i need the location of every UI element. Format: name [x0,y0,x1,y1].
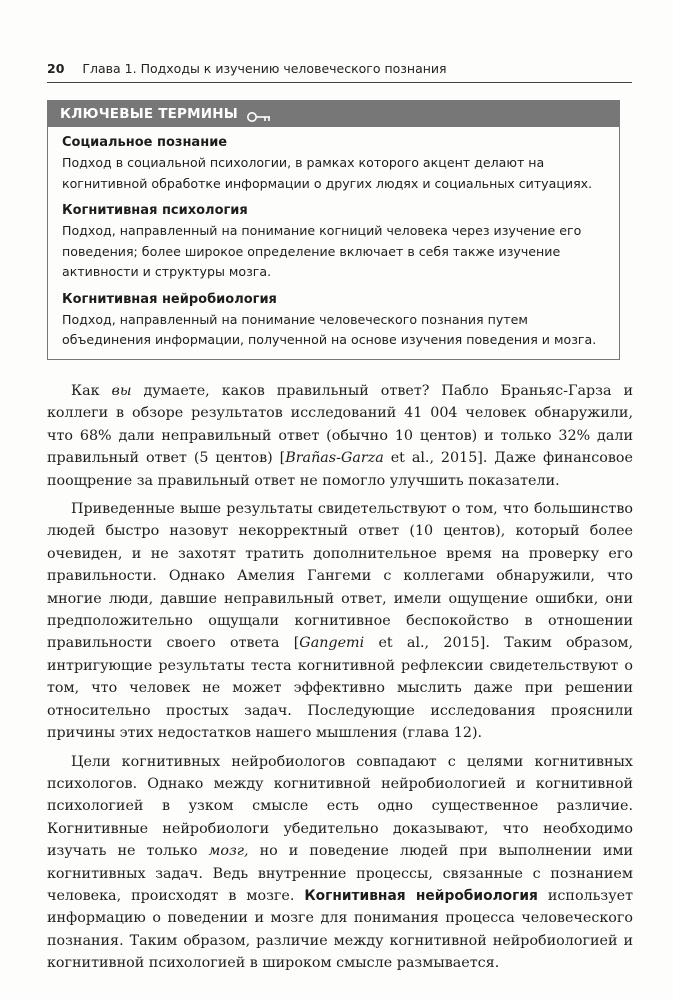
page-number: 20 [47,61,65,76]
key-icon [246,107,272,121]
key-terms-title: КЛЮЧЕВЫЕ ТЕРМИНЫ [60,106,238,122]
running-header [47,60,632,83]
text-run: думаете, каков правильный ответ? Пабло Браньяс-Гарза и коллеги в обзоре результатов исследований 41 004 человек обнаружили, что 68% дали неправильный ответ (обычно 10 центов) и только 32% дали правильный ответ (5 центов) [ [47,383,633,467]
term-name: Социальное познание [62,135,228,150]
emphasis: мозг, [208,843,249,860]
bold-term: Когнитивная нейробиология [304,887,538,904]
key-terms-list [48,127,619,351]
emphasis: вы [111,383,132,399]
text-run: но и поведение людей при выполнении ими когнитивных задач. Ведь внутренние процессы, связанные с познанием человека, происходят в мозге. [47,843,633,904]
term-definition: Подход, направленный на понимание когниций человека через изучение его поведения; более широкое определение включает в себя также изучение активности и структуры мозга. [62,223,582,279]
paragraph [47,751,633,975]
text-run: Как [71,383,112,399]
term-name: Когнитивная психология [62,203,248,218]
key-terms-header [48,101,619,127]
key-terms-box [47,100,620,360]
citation-author: Brañas-Garza [285,450,384,467]
text-run: использует информацию о поведении и мозге для понимания процесса человеческого познания. Таким образом, различие между когнитивной нейробиологией и когнитивной психологией в широком смысле размывается. [47,887,634,972]
text-run: Приведенные выше результаты свидетельствуют о том, что большинство людей быстро назовут некорректный ответ (10 центов), который более очевиден, и не захотят тратить дополнительное время на проверку его правильности. Однако Амелия Гангеми с коллегами обнаружили, что многие люди, давшие неправильный ответ, имели ощущение ошибки, они предположительно ощущали когнитивное беспокойство в отношении правильности своего ответа [ [47,501,633,652]
term-definition: Подход в социальной психологии, в рамках которого акцент делают на когнитивной обработке информации о других людях и социальных ситуациях. [62,155,593,191]
term-name: Когнитивная нейробиология [62,291,277,307]
paragraph [47,380,633,492]
body-text [47,380,633,975]
text-run: et al., 2015]. Таким образом, интригующие результаты теста когнитивной рефлексии свидетельствуют о том, что человек не может эффективно мыслить даже при решении относительно простых задач. Последующие исследования прояснили причины этих недостатков нашего мышления (глава 12). [47,635,633,742]
chapter-title: Глава 1. Подходы к изучению человеческого познания [82,61,447,76]
citation-author: Gangemi [299,635,365,652]
text-run: et al., 2015]. Даже финансовое поощрение за правильный ответ не помогло улучшить показатели. [47,450,633,489]
paragraph [47,498,633,744]
term-definition: Подход, направленный на понимание человеческого познания путем объединения информации, полученной на основе изучения поведения и мозга. [62,311,597,347]
text-run: Цели когнитивных нейробиологов совпадают с целями когнитивных психологов. Однако между когнитивной нейробиологией и когнитивной психологией в узком смысле есть одно существенное различие. Когнитивные нейробиологи убедительно доказывают, что необходимо изучать не только [47,753,633,860]
